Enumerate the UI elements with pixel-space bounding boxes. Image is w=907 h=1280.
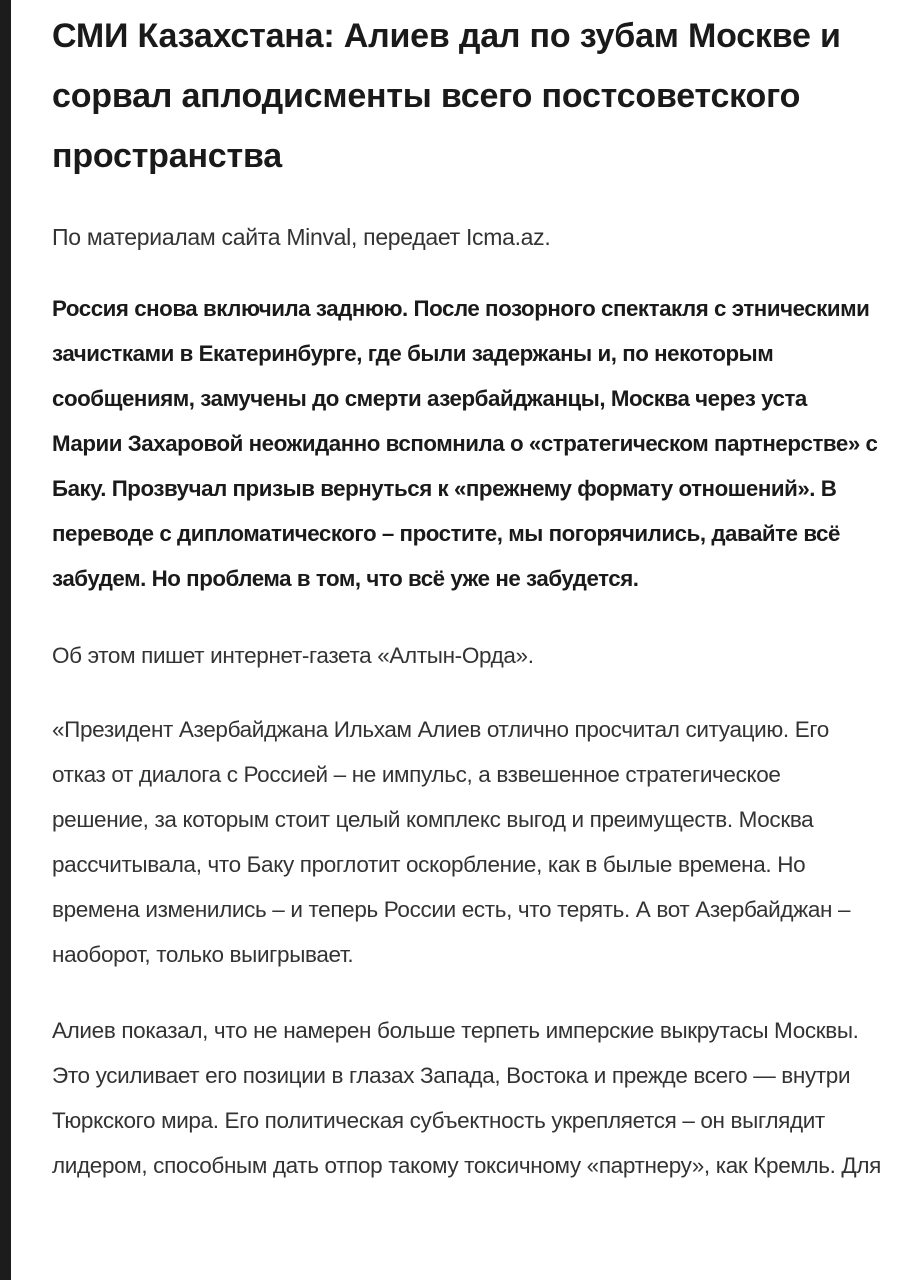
article-lead: Россия снова включила заднюю. После позорного спектакля с этническими зачистками в Екатеринбурге, где были задержаны и, по некоторым сообщениям, замучены до смерти азербайджанцы, Москва через уста Марии Захаровой неожиданно вспомнила о «стратегическом партнерстве» с Баку. Прозвучал призыв вернуться к «прежнему формату отношений». В переводе с дипломатического – простите, мы погорячились, давайте всё забудем. Но проблема в том, что всё уже не забудется.	[52, 296, 878, 591]
article-paragraph: «Президент Азербайджана Ильхам Алиев отлично просчитал ситуацию. Его отказ от диалога с Россией – не импульс, а взвешенное стратегическое решение, за которым стоит целый комплекс выгод и преимуществ. Москва рассчитывала, что Баку проглотит оскорбление, как в былые времена. Но времена изменились – и теперь России есть, что терять. А вот Азербайджан – наоборот, только выигрывает.	[52, 717, 851, 967]
left-edge-bar	[0, 0, 11, 1280]
article-title: СМИ Казахстана: Алиев дал по зубам Москве и сорвал аплодисменты всего постсоветского пространства	[52, 17, 841, 175]
article-paragraph: Алиев показал, что не намерен больше терпеть имперские выкрутасы Москвы. Это усиливает его позиции в глазах Запада, Востока и прежде всего — внутри Тюркского мира. Его политическая субъектность укрепляется – он выглядит лидером, способным дать отпор такому токсичному «партнеру», как Кремль. Для	[52, 1018, 881, 1178]
article-source: По материалам сайта Minval, передает Icma.az.	[52, 224, 551, 250]
article	[52, 0, 882, 1188]
article-paragraph: Об этом пишет интернет-газета «Алтын-Орда».	[52, 643, 534, 668]
